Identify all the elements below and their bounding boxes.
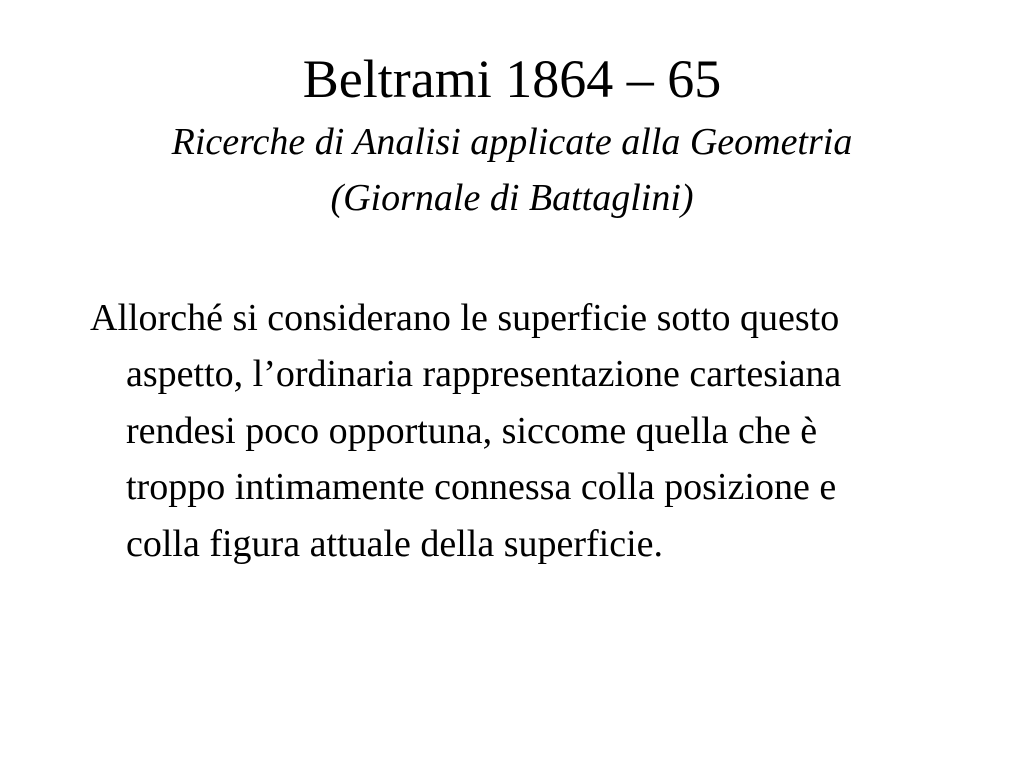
body-block xyxy=(90,290,910,572)
slide-subtitle-line-1: Ricerche di Analisi applicate alla Geometria xyxy=(171,121,853,163)
slide-subtitle-line-2: (Giornale di Battaglini) xyxy=(330,177,694,219)
body-paragraph: Allorché si considerano le superficie sotto questo aspetto, l’ordinaria rappresentazione cartesiana rendesi poco opportuna, siccome quella che è troppo intimamente connessa colla posizione e colla figura attuale della superficie. xyxy=(90,297,842,565)
title-block xyxy=(0,44,1024,226)
slide-title: Beltrami 1864 – 65 xyxy=(302,49,722,109)
